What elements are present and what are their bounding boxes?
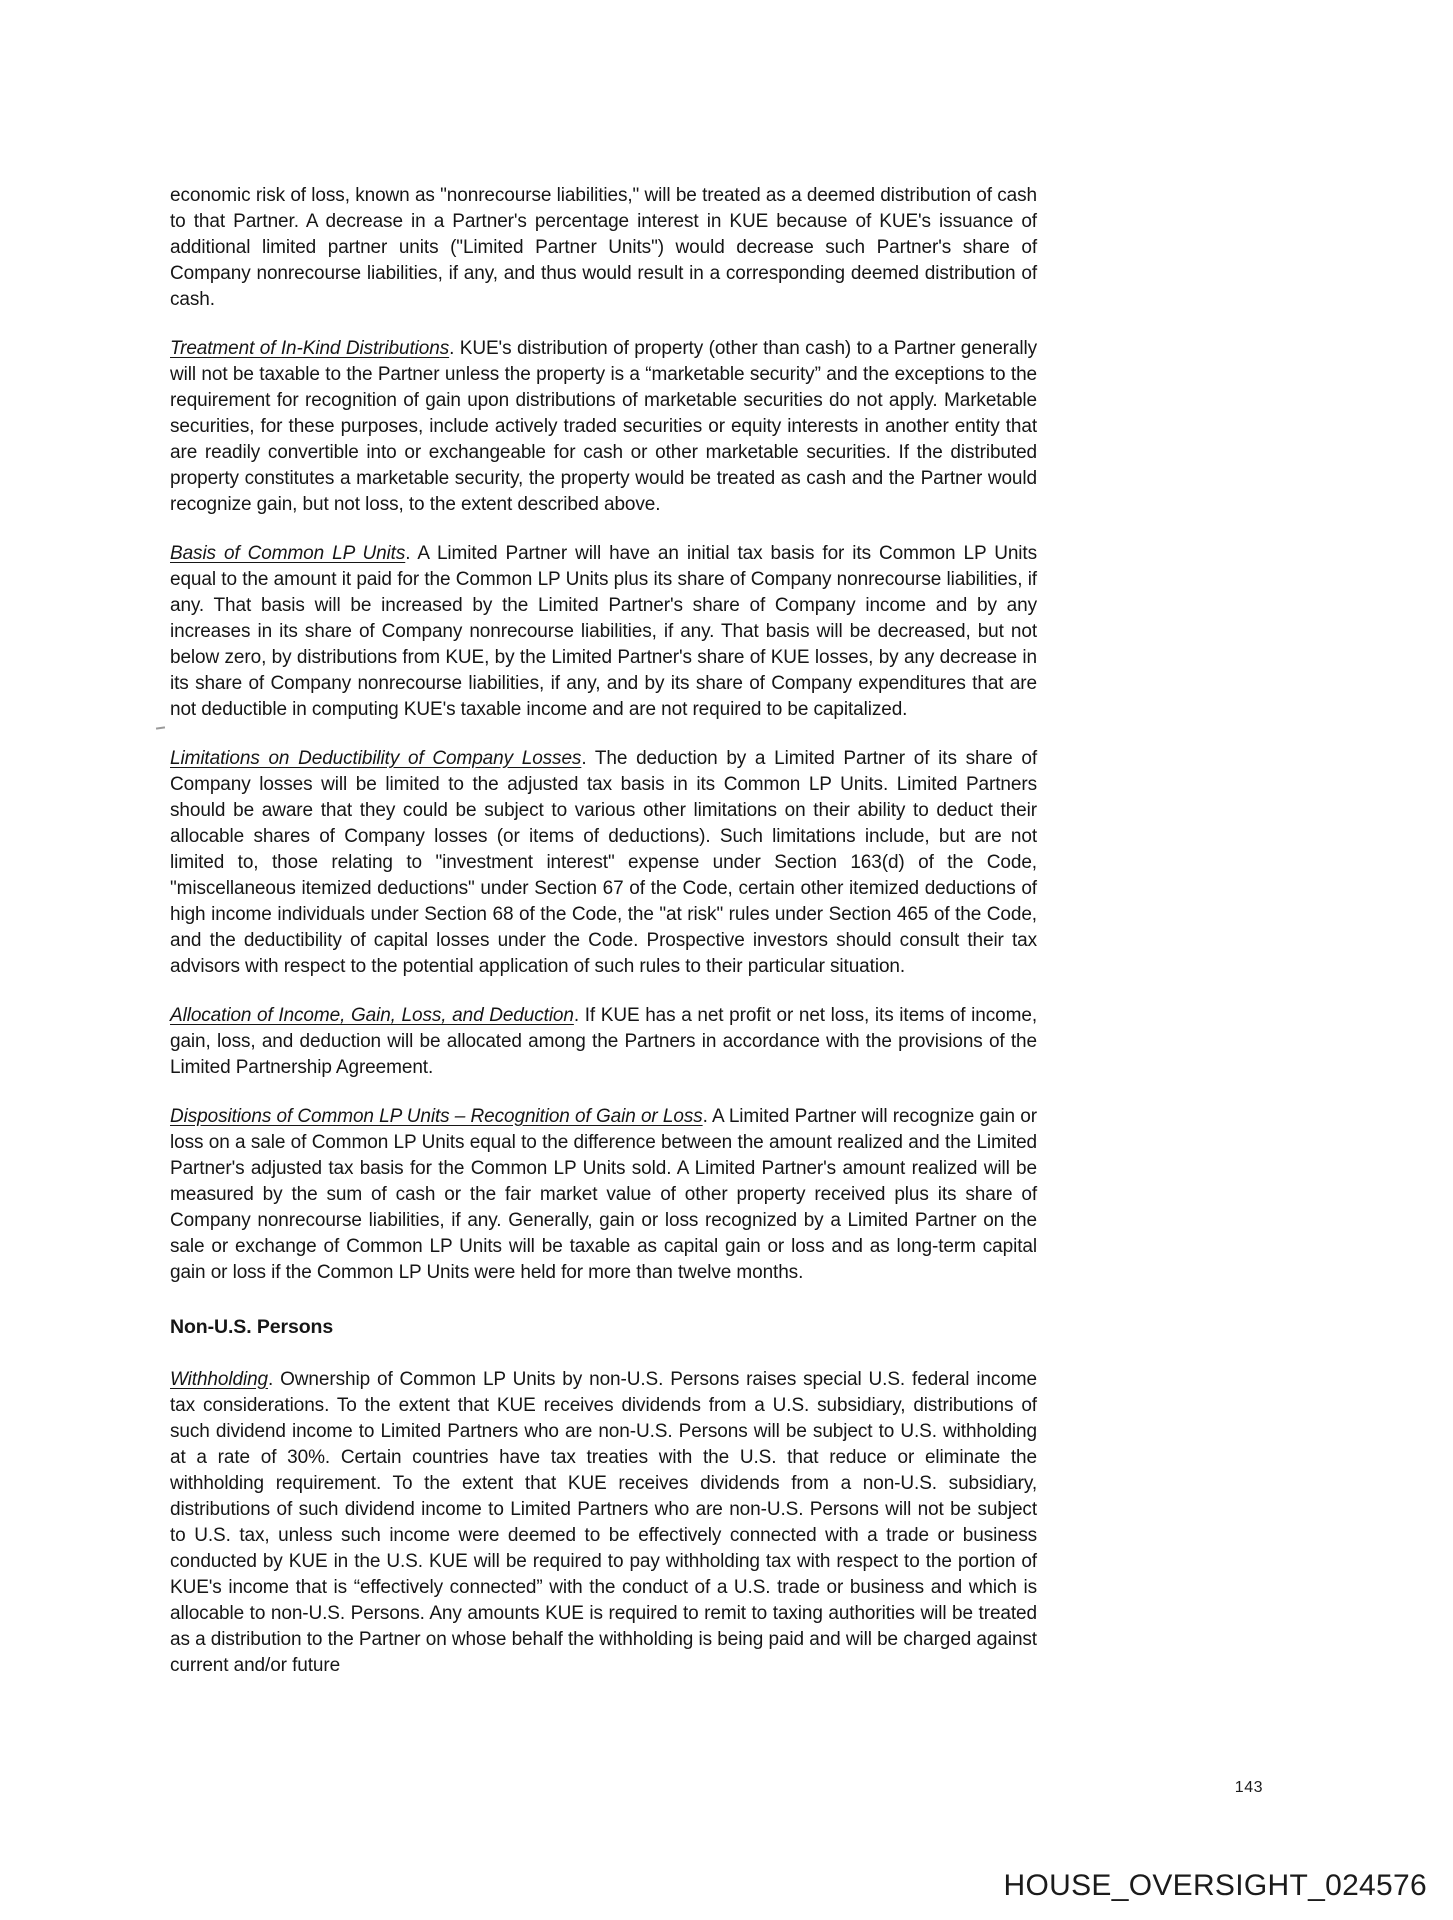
- paragraph-nonrecourse-liabilities: [170, 183, 1037, 313]
- page-number: 143: [1234, 1779, 1263, 1796]
- paragraph-text: . A Limited Partner will have an initial tax basis for its Common LP Units equal to the amount it paid for the Common LP Units plus its share of Company nonrecourse liabilities, if any. That basis will be increased by the Limited Partner's share of Company income and by any increases in its share of Company nonrecourse liabilities, if any. That basis will be decreased, but not below zero, by distributions from KUE, by the Limited Partner's share of KUE losses, by any decrease in its share of Company nonrecourse liabilities, if any, and by its share of Company expenditures that are not deductible in computing KUE's taxable income and are not required to be capitalized.: [170, 543, 1037, 720]
- bates-stamp: HOUSE_OVERSIGHT_024576: [1003, 1869, 1427, 1902]
- paragraph-text: . If KUE has a net profit or net loss, its items of income, gain, loss, and deduction will be allocated among the Partners in accordance with the provisions of the Limited Partnership Agreement.: [170, 1005, 1037, 1078]
- paragraph-lead: Basis of Common LP Units: [170, 543, 406, 564]
- scan-artifact-dash: [156, 726, 165, 729]
- paragraph-text: . Ownership of Common LP Units by non-U.S. Persons raises special U.S. federal income tax considerations. To the extent that KUE receives dividends from a U.S. subsidiary, distributions of such dividend income to Limited Partners who are non-U.S. Persons will be subject to U.S. withholding at a rate of 30%. Certain countries have tax treaties with the U.S. that reduce or eliminate the withholding requirement. To the extent that KUE receives dividends from a non-U.S. subsidiary, distributions of such dividend income to Limited Partners who are non-U.S. Persons will not be subject to U.S. tax, unless such income were deemed to be effectively connected with a trade or business conducted by KUE in the U.S. KUE will be required to pay withholding tax with respect to the portion of KUE's income that is “effectively connected” with the conduct of a U.S. trade or business and which is allocable to non-U.S. Persons. Any amounts KUE is required to remit to taxing authorities will be treated as a distribution to the Partner on whose behalf the withholding is being paid and will be charged against current and/or future: [170, 1369, 1037, 1676]
- paragraph-dispositions-of-common-lp-units: [170, 1104, 1037, 1286]
- paragraph-text: . KUE's distribution of property (other than cash) to a Partner generally will not be taxable to the Partner unless the property is a “marketable security” and the exceptions to the requirement for recognition of gain upon distributions of marketable securities do not apply. Marketable securities, for these purposes, include actively traded securities or equity interests in another entity that are readily convertible into or exchangeable for cash or other marketable securities. If the distributed property constitutes a marketable security, the property would be treated as cash and the Partner would recognize gain, but not loss, to the extent described above.: [170, 338, 1037, 515]
- paragraph-allocation-of-income: [170, 1003, 1037, 1081]
- paragraph-lead: Withholding: [170, 1369, 269, 1390]
- paragraph-basis-of-common-lp-units: [170, 541, 1037, 723]
- paragraph-treatment-of-in-kind-distributions: [170, 336, 1037, 518]
- paragraph-text: . The deduction by a Limited Partner of its share of Company losses will be limited to the adjusted tax basis in its Common LP Units. Limited Partners should be aware that they could be subject to various other limitations on their ability to deduct their allocable shares of Company losses (or items of deductions). Such limitations include, but are not limited to, those relating to "investment interest" expense under Section 163(d) of the Code, "miscellaneous itemized deductions" under Section 67 of the Code, certain other itemized deductions of high income individuals under Section 68 of the Code, the "at risk" rules under Section 465 of the Code, and the deductibility of capital losses under the Code. Prospective investors should consult their tax advisors with respect to the potential application of such rules to their particular situation.: [170, 748, 1038, 977]
- paragraph-lead: Treatment of In-Kind Distributions: [170, 338, 450, 359]
- paragraph-text: . A Limited Partner will recognize gain or loss on a sale of Common LP Units equal to the difference between the amount realized and the Limited Partner's adjusted tax basis for the Common LP Units sold. A Limited Partner's amount realized will be measured by the sum of cash or the fair market value of other property received plus its share of Company nonrecourse liabilities, if any. Generally, gain or loss recognized by a Limited Partner on the sale or exchange of Common LP Units will be taxable as capital gain or loss and as long-term capital gain or loss if the Common LP Units were held for more than twelve months.: [170, 1106, 1037, 1283]
- paragraph-lead: Limitations on Deductibility of Company Losses: [170, 748, 582, 769]
- paragraph-withholding: [170, 1367, 1037, 1679]
- paragraph-lead: Dispositions of Common LP Units – Recognition of Gain or Loss: [170, 1106, 703, 1127]
- paragraph-lead: Allocation of Income, Gain, Loss, and Deduction: [170, 1005, 574, 1026]
- page-body-text: [170, 183, 1037, 1702]
- paragraph-text: economic risk of loss, known as "nonrecourse liabilities," will be treated as a deemed distribution of cash to that Partner. A decrease in a Partner's percentage interest in KUE because of KUE's issuance of additional limited partner units ("Limited Partner Units") would decrease such Partner's share of Company nonrecourse liabilities, if any, and thus would result in a corresponding deemed distribution of cash.: [170, 185, 1037, 310]
- section-heading-non-us-persons: Non-U.S. Persons: [170, 1316, 334, 1338]
- paragraph-limitations-on-deductibility: [170, 746, 1037, 980]
